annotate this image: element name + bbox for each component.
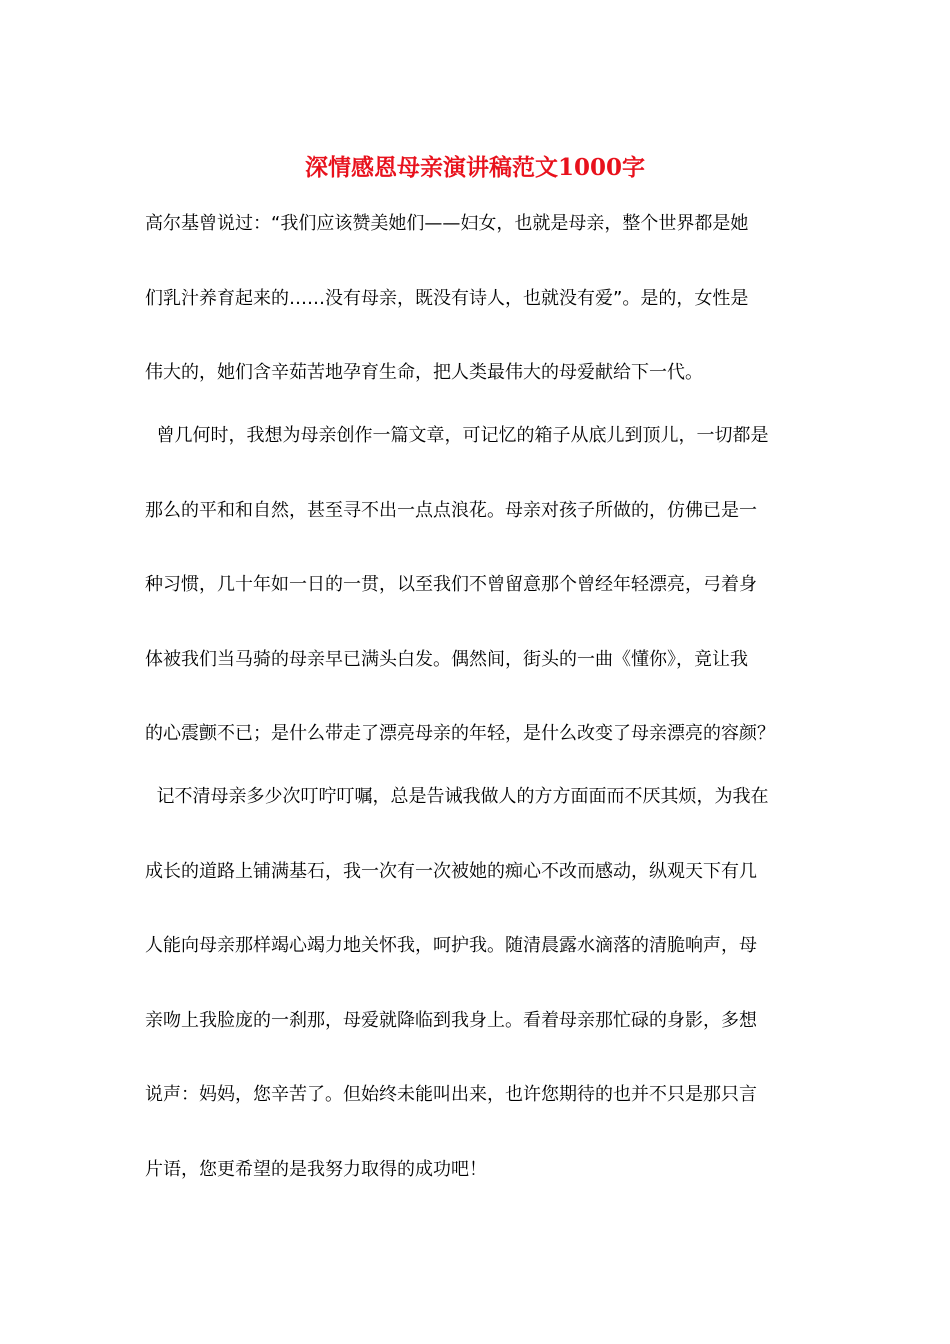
- paragraph-line: 高尔基曾说过：“我们应该赞美她们——妇女，也就是母亲，整个世界都是她: [145, 213, 749, 234]
- paragraph-line: 说声：妈妈，您辛苦了。但始终未能叫出来，也许您期待的也并不只是那只言: [145, 1084, 757, 1105]
- paragraph-line: 曾几何时，我想为母亲创作一篇文章，可记忆的箱子从底儿到顶儿，一切都是: [145, 425, 769, 446]
- paragraph-line: 记不清母亲多少次叮咛叮嘱，总是告诫我做人的方方面面而不厌其烦，为我在: [145, 786, 769, 807]
- paragraph-line: 种习惯，几十年如一日的一贯，以至我们不曾留意那个曾经年轻漂亮，弓着身: [145, 574, 757, 595]
- paragraph-line: 成长的道路上铺满基石，我一次有一次被她的痴心不改而感动，纵观天下有几: [145, 861, 757, 882]
- paragraph-line: 们乳汁养育起来的……没有母亲，既没有诗人，也就没有爱”。是的，女性是: [145, 288, 749, 309]
- document-title: 深情感恩母亲演讲稿范文1000字: [304, 154, 645, 181]
- paragraph-line: 那么的平和和自然，甚至寻不出一点点浪花。母亲对孩子所做的，仿佛已是一: [145, 500, 757, 521]
- paragraph-line: 亲吻上我脸庞的一刹那，母爱就降临到我身上。看着母亲那忙碌的身影，多想: [145, 1010, 757, 1031]
- paragraph-line: 的心震颤不已；是什么带走了漂亮母亲的年轻，是什么改变了母亲漂亮的容颜？: [145, 723, 775, 744]
- paragraph-line: 伟大的，她们含辛茹苦地孕育生命，把人类最伟大的母爱献给下一代。: [145, 362, 703, 383]
- paragraph-line: 体被我们当马骑的母亲早已满头白发。偶然间，街头的一曲《懂你》，竟让我: [145, 649, 748, 670]
- paragraph-line: 片语，您更希望的是我努力取得的成功吧！: [145, 1159, 487, 1180]
- paragraph-line: 人能向母亲那样竭心竭力地关怀我，呵护我。随清晨露水滴落的清脆响声，母: [145, 935, 757, 956]
